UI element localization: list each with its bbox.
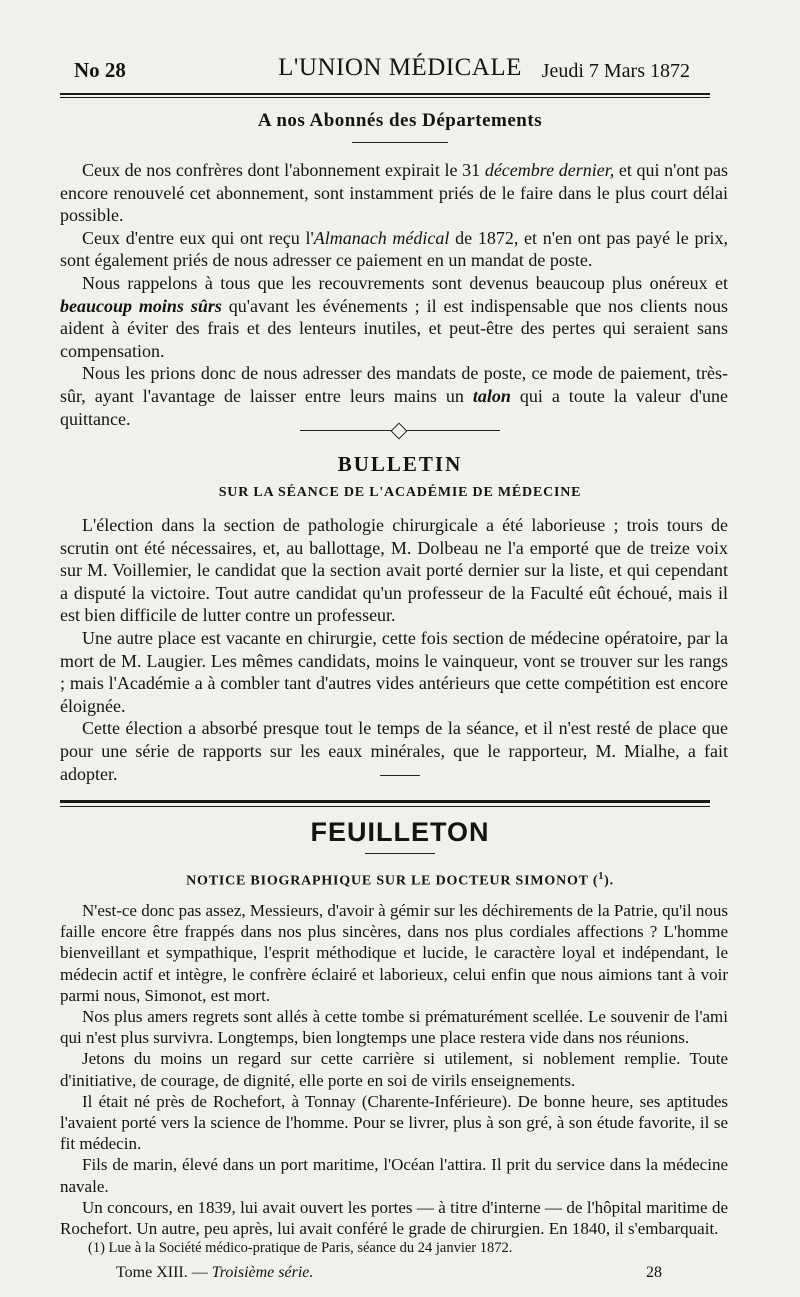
feuilleton-title: FEUILLETON xyxy=(310,817,490,847)
page-number: 28 xyxy=(646,1264,662,1281)
notice-body xyxy=(60,159,728,430)
issue-number: No 28 xyxy=(74,58,126,82)
notice-paragraph: Ceux de nos confrères dont l'abonnement expirait le 31 décembre dernier, et qui n'ont pas encore renouvelé cet abonnement, sont instamment priés de le faire dans le plus court délai possible. xyxy=(60,160,728,226)
header-rule xyxy=(60,93,710,95)
notice-paragraph: Ceux d'entre eux qui ont reçu l'Almanach médical de 1872, et n'en ont pas payé le prix, sont également priés de nous adresser ce paiement en un mandat de poste. xyxy=(60,227,729,271)
feuilleton-paragraph: Il était né près de Rochefort, à Tonnay (Charente-Inférieure). De bonne heure, ses aptitudes l'avaient porté vers la science de l'homme. Pour se livrer, plus à son gré, à son étude favorite, il se fit médecin. xyxy=(60,1091,728,1154)
feuilleton-paragraph: Jetons du moins un regard sur cette carrière si utilement, si noblement remplie. Toute d'initiative, de courage, de dignité, elle porte en soi de virils enseignements. xyxy=(60,1049,728,1090)
bulletin-end-rule xyxy=(380,775,420,776)
notice-paragraph: Nous rappelons à tous que les recouvrements sont devenus beaucoup plus onéreux et beaucoup moins sûrs qu'avant les événements ; il est indispensable que nos clients nous aident à éviter des frais et des lenteurs inutiles, et peut-être des pertes qui seraient sans compensation. xyxy=(60,272,728,361)
bulletin-body xyxy=(60,514,728,785)
footnote: (1) Lue à la Société médico-pratique de Paris, séance du 24 janvier 1872. xyxy=(88,1240,513,1256)
feuilleton-paragraph: N'est-ce donc pas assez, Messieurs, d'avoir à gémir sur les déchirements de la Patrie, qu'il nous faille encore être frappés dans nos plus sincères, dans nos plus cordiales affections ? L'homme bienveillant et sympathique, l'esprit méthodique et lucide, le caractère loyal et indépendant, le médecin actif et intègre, le confrère éclairé et laborieux, celui enfin que nous aimions tant à voir parmi nous, Simonot, est mort. xyxy=(60,901,728,1005)
journal-title: L'UNION MÉDICALE xyxy=(278,54,522,81)
feuilleton-title-rule xyxy=(365,853,435,854)
notice-paragraph: Nous les prions donc de nous adresser des mandats de poste, ce mode de paiement, très-sûr, ayant l'avantage de laisser entre leurs mains un talon qui a toute la valeur d'une quittance. xyxy=(60,363,728,429)
feuilleton-rule xyxy=(60,800,710,803)
bulletin-title: BULLETIN xyxy=(337,452,463,476)
feuilleton-paragraph: Fils de marin, élevé dans un port maritime, l'Océan l'attira. Il prit du service dans la médecine navale. xyxy=(60,1155,728,1196)
header-rule-thin xyxy=(60,97,710,98)
bulletin-paragraph: L'élection dans la section de pathologie chirurgicale a été laborieuse ; trois tours de scrutin ont été nécessaires, et, au ballottage, M. Dolbeau ne l'a emporté que de treize voix sur M. Voillemier, le candidat que la section avait porté dernier sur la liste, et qui cependant a disputé la victoire. Tout autre candidat qu'un professeur de la Faculté eût échoué, mais il est bien difficile de lutter contre un professeur. xyxy=(60,515,728,626)
feuilleton-body xyxy=(60,900,728,1239)
feuilleton-paragraph: Un concours, en 1839, lui avait ouvert les portes — à titre d'interne — de l'hôpital maritime de Rochefort. Un autre, peu après, lui avait conféré le grade de chirurgien. En 1840, il s'embarquait. xyxy=(60,1197,728,1239)
feuilleton-subtitle: NOTICE BIOGRAPHIQUE SUR LE DOCTEUR SIMONOT ($^1$). xyxy=(186,871,614,889)
volume-info: Tome XIII. — Troisième série. xyxy=(116,1264,314,1281)
feuilleton-rule-thin xyxy=(60,806,710,807)
issue-date: Jeudi 7 Mars 1872 xyxy=(541,60,690,82)
bulletin-subtitle: SUR LA SÉANCE DE L'ACADÉMIE DE MÉDECINE xyxy=(218,485,582,500)
bulletin-paragraph: Une autre place est vacante en chirurgie, cette fois section de médecine opératoire, par la mort de M. Laugier. Les mêmes candidats, moins le vainqueur, vont se trouver sur les rangs ; mais l'Académie a à combler tant d'autres vides antérieurs que cette compétition est encore éloignée. xyxy=(60,627,728,716)
feuilleton-paragraph: Nos plus amers regrets sont allés à cette tombe si prématurément scellée. Le souvenir de l'ami qui n'est plus survivra. Longtemps, bien longtemps une place restera vide dans nos réunions. xyxy=(60,1007,728,1048)
notice-title-rule xyxy=(352,142,448,143)
bulletin-paragraph: Cette élection a absorbé presque tout le temps de la séance, et il n'est resté de place que pour une série de rapports sur les eaux minérales, que le rapporteur, M. Mialhe, a fait adopter. xyxy=(60,718,728,784)
notice-title: A nos Abonnés des Départements xyxy=(257,110,543,131)
